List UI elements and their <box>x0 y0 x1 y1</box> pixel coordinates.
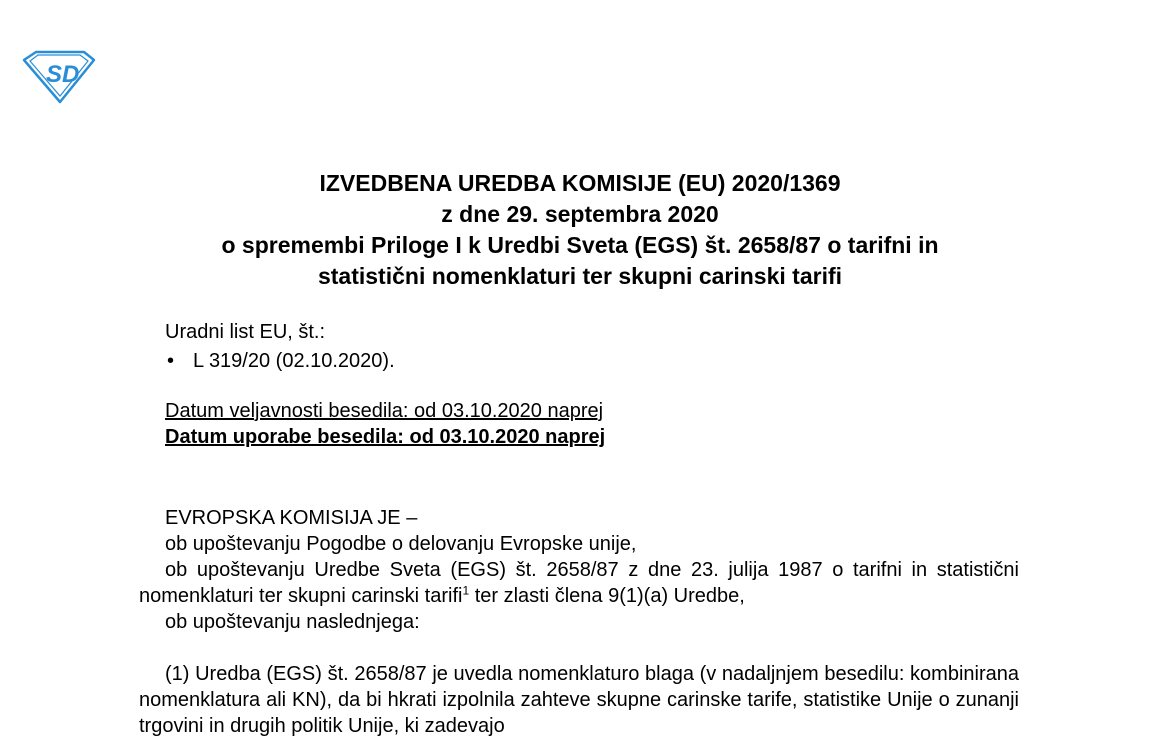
logo-text: SD <box>46 61 80 88</box>
sd-shield-logo-icon <box>22 50 96 104</box>
validity-date: Datum veljavnosti besedila: od 03.10.2020 naprej <box>165 400 604 422</box>
bullet-icon: • <box>167 350 175 372</box>
paragraph: ob upoštevanju Pogodbe o delovanju Evropske unije, <box>165 533 637 555</box>
title-line-1: IZVEDBENA UREDBA KOMISIJE (EU) 2020/1369 <box>319 170 841 196</box>
footnote-marker: 1 <box>462 583 470 598</box>
document-title <box>140 168 1020 292</box>
title-line-3: o spremembi Priloge I k Uredbi Sveta (EGS) št. 2658/87 o tarifni in <box>221 232 939 258</box>
official-journal-label: Uradni list EU, št.: <box>165 321 326 343</box>
paragraph: (1) Uredba (EGS) št. 2658/87 je uvedla nomenklaturo blaga (v nadaljnjem besedilu: kombinirana nomenklatura ali KN), da bi hkrati izpolnila zahteve skupne carinske tarife, statistike Unije o zunanji trgovini in drugih politik Unije, ki zadevajo <box>139 663 1019 737</box>
paragraph: EVROPSKA KOMISIJA JE – <box>165 507 418 529</box>
paragraph-text: ter zlasti člena 9(1)(a) Uredbe, <box>469 585 745 607</box>
application-date: Datum uporabe besedila: od 03.10.2020 naprej <box>165 426 606 448</box>
document-body <box>139 505 1019 739</box>
paragraph: ob upoštevanju naslednjega: <box>165 611 420 633</box>
official-journal-reference: L 319/20 (02.10.2020). <box>193 350 395 372</box>
title-line-2: z dne 29. septembra 2020 <box>441 201 719 227</box>
official-journal-section <box>165 318 395 376</box>
paragraph <box>139 557 1019 609</box>
official-journal-list <box>165 347 395 376</box>
dates-section <box>165 398 605 450</box>
list-item <box>165 347 395 376</box>
paragraph-text: ob upoštevanju Uredbe Sveta (EGS) št. 2658/87 z dne 23. julija 1987 o tarifni in statistični nomenklaturi ter skupni carinski tarifi <box>139 559 1019 607</box>
title-line-4: statistični nomenklaturi ter skupni carinski tarifi <box>317 263 843 289</box>
